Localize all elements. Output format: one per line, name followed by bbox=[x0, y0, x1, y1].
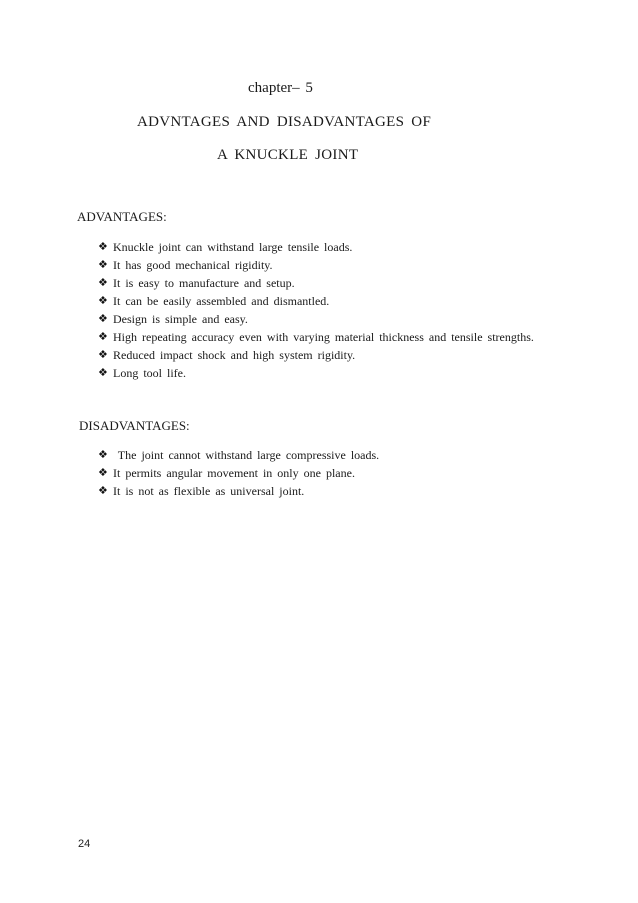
four-diamond-bullet-icon: ❖ bbox=[98, 294, 108, 307]
four-diamond-bullet-icon: ❖ bbox=[98, 366, 108, 379]
list-item bbox=[98, 346, 534, 364]
list-item bbox=[98, 238, 534, 256]
list-item bbox=[98, 364, 534, 382]
disadvantages-heading: DISADVANTAGES: bbox=[79, 418, 190, 433]
list-item bbox=[98, 310, 534, 328]
list-item-text: It is easy to manufacture and setup. bbox=[113, 276, 295, 290]
advantages-heading: ADVANTAGES: bbox=[77, 209, 167, 224]
four-diamond-bullet-icon: ❖ bbox=[98, 240, 108, 253]
list-item bbox=[98, 328, 534, 346]
list-item-text: Design is simple and easy. bbox=[113, 312, 248, 326]
list-item-text: It permits angular movement in only one plane. bbox=[113, 466, 355, 480]
page-number: 24 bbox=[78, 838, 91, 850]
four-diamond-bullet-icon: ❖ bbox=[98, 348, 108, 361]
four-diamond-bullet-icon: ❖ bbox=[98, 448, 108, 461]
list-item bbox=[98, 292, 534, 310]
four-diamond-bullet-icon: ❖ bbox=[98, 276, 108, 289]
list-item-text: It has good mechanical rigidity. bbox=[113, 258, 273, 272]
four-diamond-bullet-icon: ❖ bbox=[98, 312, 108, 325]
list-item bbox=[98, 274, 534, 292]
list-item-text: High repeating accuracy even with varying material thickness and tensile strengths. bbox=[113, 330, 534, 344]
list-item-text: Reduced impact shock and high system rigidity. bbox=[113, 348, 356, 362]
list-item-text: Long tool life. bbox=[113, 366, 186, 380]
four-diamond-bullet-icon: ❖ bbox=[98, 484, 108, 497]
list-item-text: Knuckle joint can withstand large tensile loads. bbox=[113, 240, 353, 254]
four-diamond-bullet-icon: ❖ bbox=[98, 258, 108, 271]
four-diamond-bullet-icon: ❖ bbox=[98, 330, 108, 343]
page-title-line-1: ADVNTAGES AND DISADVANTAGES OF bbox=[137, 114, 432, 130]
advantages-list bbox=[98, 238, 534, 382]
chapter-label: chapter– 5 bbox=[248, 80, 313, 96]
list-item bbox=[98, 256, 534, 274]
list-item bbox=[98, 482, 379, 500]
list-item bbox=[98, 446, 379, 464]
four-diamond-bullet-icon: ❖ bbox=[98, 466, 108, 479]
list-item-text: The joint cannot withstand large compressive loads. bbox=[113, 448, 380, 462]
disadvantages-list bbox=[98, 446, 379, 500]
page-title-line-2: A KNUCKLE JOINT bbox=[217, 147, 359, 163]
list-item-text: It is not as flexible as universal joint. bbox=[113, 484, 305, 498]
list-item-text: It can be easily assembled and dismantled. bbox=[113, 294, 330, 308]
list-item bbox=[98, 464, 379, 482]
